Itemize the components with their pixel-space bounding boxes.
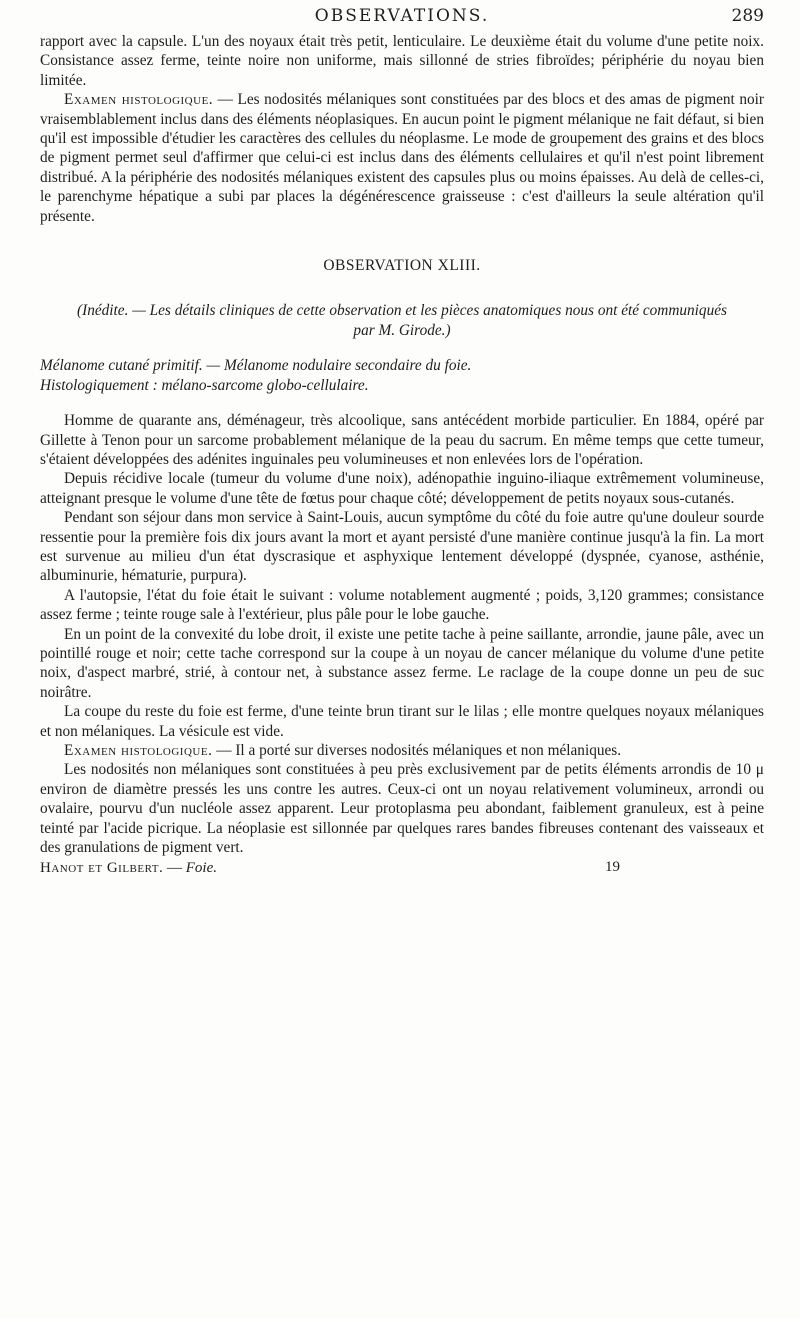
- histology-paragraph: [40, 741, 764, 760]
- diagnosis-line: Mélanome cutané primitif. — Mélanome nodulaire secondaire du foie.: [40, 357, 472, 375]
- case-paragraph: Depuis récidive locale (tumeur du volume d'une noix), adénopathie inguino-iliaque extrêmement volumineuse, atteignant presque le volume d'une tête de fœtus pour chaque côté; développement de petits noyaux sous-cutanés.: [40, 470, 764, 507]
- footer-book-title: Foie.: [185, 860, 217, 877]
- diagnosis-block: [40, 356, 764, 395]
- signature-mark: 19: [605, 859, 620, 876]
- case-paragraph: En un point de la convexité du lobe droit, il existe une petite tache à peine saillante, arrondie, jaune pâle, avec un pointillé rouge et noir; cette tache correspond sur la coupe à un noyau de cancer mélanique du volume d'une petite noix, d'aspect marbré, strié, à contour net, à substance assez ferme. Le raclage de la coupe donne un peu de suc noirâtre.: [40, 625, 764, 701]
- footer-authors: Hanot et Gilbert.: [40, 860, 164, 877]
- case-paragraph: Homme de quarante ans, déménageur, très alcoolique, sans antécédent morbide particulier. En 1884, opéré par Gillette à Tenon pour un sarcome probablement mélanique de la peau du sacrum. En même temps que cette tumeur, s'étaient développées des adénites inguinales peu volumineuses et non enlevées lors de l'opération.: [40, 412, 764, 468]
- autopsy-paragraph: A l'autopsie, l'état du foie était le suivant : volume notablement augmenté ; poids, 3,120 grammes; consistance assez ferme ; teinte rouge sale à l'extérieur, plus pâle pour le lobe gauche.: [40, 586, 764, 624]
- running-head: OBSERVATIONS.: [314, 6, 490, 26]
- page-header: [40, 0, 764, 32]
- source-note: (Inédite. — Les détails cliniques de cette observation et les pièces anatomiques nous ont été communiqués par M. Girode.): [77, 302, 727, 339]
- histology-diagnosis-line: Histologiquement : mélano-sarcome globo-cellulaire.: [40, 376, 369, 394]
- case-paragraph: Pendant son séjour dans mon service à Saint-Louis, aucun symptôme du côté du foie autre qu'une douleur sourde ressentie pour la première fois dix jours avant la mort et ayant persisté d'une manière continue jusqu'à la fin. La mort est survenue au milieu d'un état dyscrasique et asphyxique lentement développé (dyspnée, cyanose, asthénie, albuminurie, hématurie, purpura).: [40, 509, 764, 585]
- footer-credit: [40, 860, 217, 876]
- page-body: [40, 32, 764, 879]
- page-footer: [40, 858, 764, 878]
- intro-paragraph: rapport avec la capsule. L'un des noyaux était très petit, lenticulaire. Le deuxième était du volume d'une petite noix. Consistance assez ferme, teinte noire non uniforme, mais sillonné de stries fibroïdes; périphérie du noyau bien limitée.: [40, 33, 764, 89]
- histology-paragraph: [40, 90, 764, 226]
- section-label: Examen histologique.: [64, 91, 214, 109]
- case-paragraph: La coupe du reste du foie est ferme, d'une teinte brun tirant sur le lilas ; elle montre quelques noyaux mélaniques et non mélaniques. La vésicule est vide.: [40, 703, 764, 740]
- page-number: 289: [731, 6, 764, 26]
- case-paragraph: Les nodosités non mélaniques sont constituées à peu près exclusivement par de petits éléments arrondis de 10 μ environ de diamètre pressés les uns contre les autres. Ceux-ci ont un noyau relativement volumineux, arrondi ou ovalaire, pourvu d'un nucléole assez apparent. Leur protoplasma peu abondant, faiblement granuleux, est à peine teinté par l'acide picrique. La néoplasie est sillonnée par quelques rares bandes fibreuses contenant des vaisseaux et des granulations de pigment vert.: [40, 761, 764, 857]
- observation-title: OBSERVATION XLIII.: [323, 257, 481, 275]
- section-label: Examen histologique.: [64, 742, 213, 759]
- footer-separator: —: [163, 860, 186, 877]
- paragraph-text: — Il a porté sur diverses nodosités mélaniques et non mélaniques.: [212, 742, 622, 759]
- paragraph-text: — Les nodosités mélaniques sont constituées par des blocs et des amas de pigment noir vraisemblablement inclus dans des éléments néoplasiques. En aucun point le pigment mélanique ne fait défaut, si bien qu'il est impossible d'étudier les caractères des cellules du néoplasme. Le mode de groupement des grains et des blocs de pigment permet seul d'affirmer que celui-ci est inclus dans des éléments cellulaires et qu'il n'est point librement distribué. A la périphérie des nodosités mélaniques existent des capsules plus ou moins épaisses. Au delà de celles-ci, le parenchyme hépatique a subi par places la dégénérescence graisseuse : c'est d'ailleurs la seule altération qu'il présente.: [40, 91, 764, 225]
